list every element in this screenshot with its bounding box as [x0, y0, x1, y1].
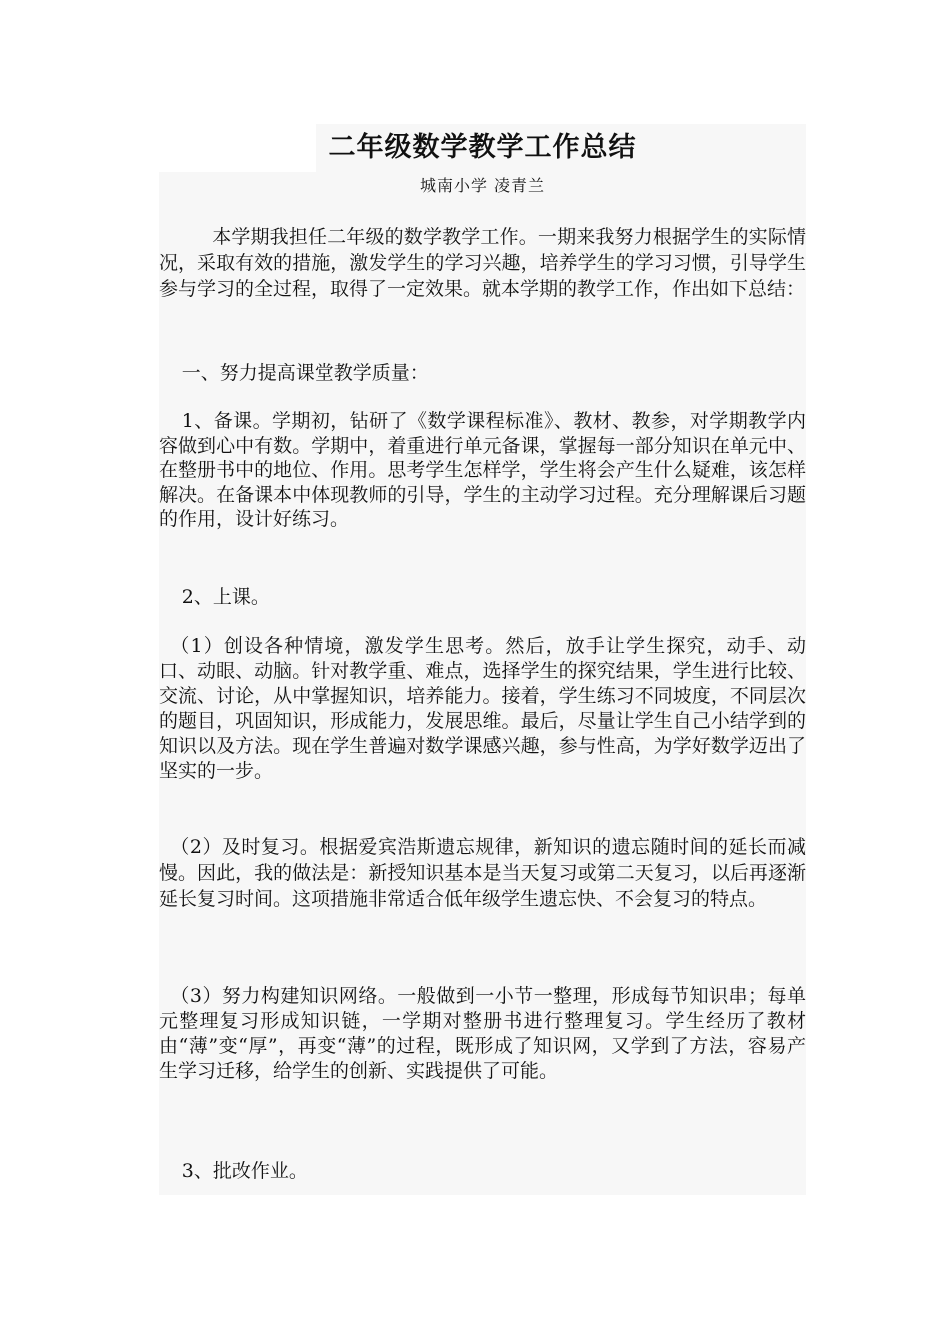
section-heading-1: 一、努力提高课堂教学质量： — [181, 362, 429, 384]
document-title: 二年级数学教学工作总结 — [328, 132, 637, 163]
subsection-heading-homework: 3、批改作业。 — [181, 1160, 308, 1182]
paragraph-lesson-prep: 1、备课。学期初，钻研了《数学课程标准》、教材、教参，对学期教学内容做到心中有数。学期中，着重进行单元备课，掌握每一部分知识在单元中、在整册书中的地位、作用。思考学生怎样学，学生将会产生什么疑难，该怎样解决。在备课本中体现教师的引导，学生的主动学习过程。充分理解课后习题的作用，设计好练习。 — [159, 410, 806, 530]
paragraph-class-2: （2）及时复习。根据爱宾浩斯遗忘规律，新知识的遗忘随时间的延长而减慢。因此，我的做法是：新授知识基本是当天复习或第二天复习，以后再逐渐延长复习时间。这项措施非常适合低年级学生遗忘快、不会复习的特点。 — [159, 836, 806, 910]
paragraph-class-3: （3）努力构建知识网络。一般做到一小节一整理，形成每节知识串；每单元整理复习形成知识链，一学期对整册书进行整理复习。学生经历了教材由“薄”变“厚”，再变“薄”的过程，既形成了知识网，又学到了方法，容易产生学习迁移，给学生的创新、实践提供了可能。 — [159, 985, 806, 1082]
subsection-heading-class: 2、上课。 — [181, 586, 270, 608]
document-author: 城南小学 凌青兰 — [419, 176, 546, 195]
paragraph-class-1: （1）创设各种情境，激发学生思考。然后，放手让学生探究，动手、动口、动眼、动脑。针对教学重、难点，选择学生的探究结果，学生进行比较、交流、讨论，从中掌握知识，培养能力。接着，学生练习不同坡度，不同层次的题目，巩固知识，形成能力，发展思维。最后，尽量让学生自己小结学到的知识以及方法。现在学生普遍对数学课感兴趣，参与性高，为学好数学迈出了坚实的一步。 — [159, 635, 806, 782]
paragraph-intro: 本学期我担任二年级的数学教学工作。一期来我努力根据学生的实际情况，采取有效的措施，激发学生的学习兴趣，培养学生的学习习惯，引导学生参与学习的全过程，取得了一定效果。就本学期的教学工作，作出如下总结： — [159, 226, 806, 300]
